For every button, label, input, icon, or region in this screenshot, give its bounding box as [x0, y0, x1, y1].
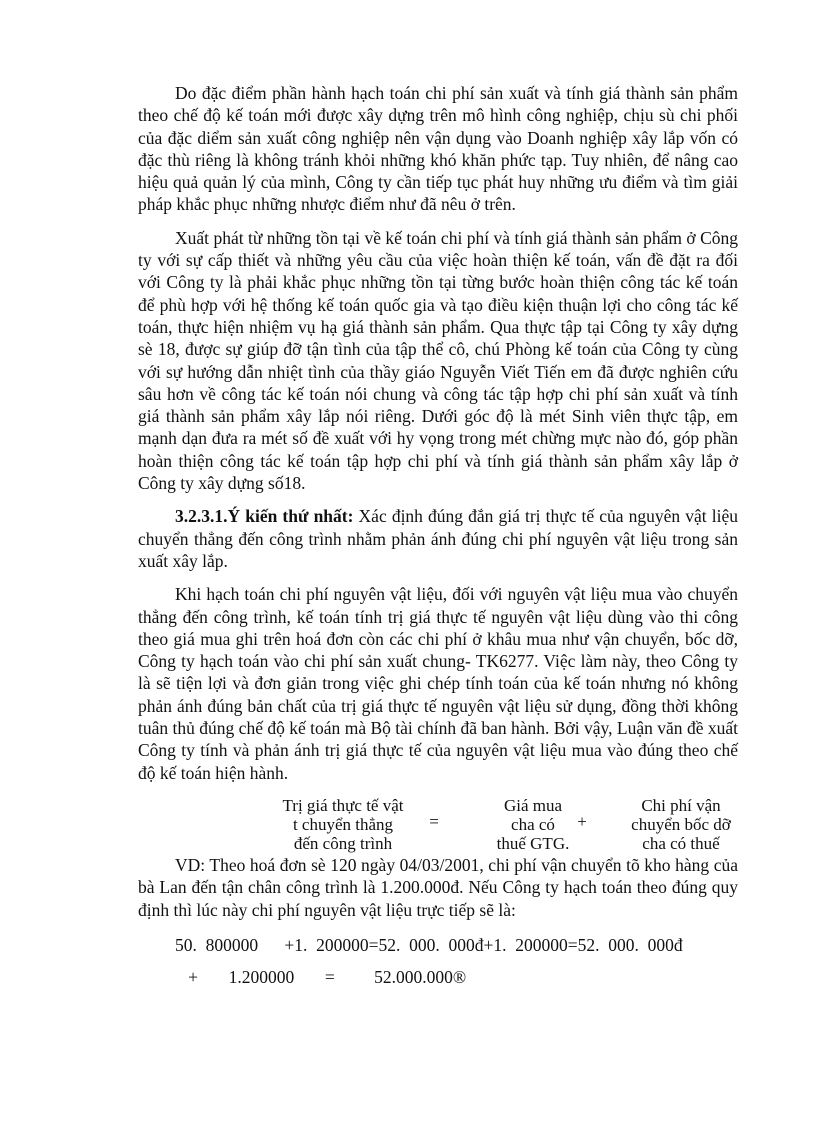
paragraph-1: Do đặc điểm phần hành hạch toán chi phí sản xuất và tính giá thành sản phẩm theo chế độ kế toán mới được xây dựng trên mô hình công nghiệp, chịu sù chi phối của đặc diểm sản xuất công nghiệp nên vận dụng vào Doanh nghiệp xây lắp vốn có đặc thù riêng là không tránh khỏi những khó khăn phức tạp. Tuy nhiên, để nâng cao hiệu quả quản lý của mình, Công ty cần tiếp tục phát huy những ưu điểm và tìm giải pháp khắc phục những nhược điểm như đã nêu ở trên.	[138, 83, 738, 215]
formula-right-term	[616, 796, 746, 853]
formula-left-line-1: Trị giá thực tế vật	[282, 795, 404, 815]
calculation-line-1: 50. 800000 +1. 200000=52. 000. 000đ+1. 200000=52. 000. 000đ	[175, 934, 683, 955]
calculation-line-2: + 1.200000 = 52.000.000®	[175, 966, 467, 987]
plus-sign: +	[577, 811, 587, 831]
formula-middle-line-1: Giá mua	[503, 795, 563, 815]
formula-left-term	[258, 796, 428, 853]
formula-middle-line-2: cha có	[511, 814, 555, 834]
paragraph-2: Xuất phát từ những tồn tại về kế toán chi phí và tính giá thành sản phẩm ở Công ty với sự cấp thiết và những yêu cầu của việc hoàn thiện kế toán, vấn đề đặt ra đối với Công ty là phải khắc phục những tồn tại từng bước hoàn thiện công tác kế toán để phù hợp với hệ thống kế toán quốc gia và tạo điều kiện thuận lợi cho công tác kế toán, thực hiện nhiệm vụ hạ giá thành sản phẩm. Qua thực tập tại Công ty xây dựng sè 18, được sự giúp đỡ tận tình của tập thể cô, chú Phòng kế toán của Công ty cùng với sự hướng dẫn nhiệt tình của thầy giáo Nguyễn Viết Tiến em đã được nghiên cứu sâu hơn về công tác kế toán nói chung và công tác tập hợp chi phí sản xuất và tính giá thành sản phẩm xây lắp nói riêng. Dưới góc độ là mét Sinh viên thực tập, em mạnh dạn đưa ra mét số đề xuất với hy vọng trong mét chừng mực nào đó, góp phần hoàn thiện công tác kế toán tập hợp chi phí và tính giá thành sản phẩm xây lắp ở Công ty xây dựng số18.	[138, 227, 738, 494]
formula-left-line-2: t chuyển thẳng	[292, 814, 394, 834]
cost-formula	[138, 796, 738, 852]
paragraph-4: Khi hạch toán chi phí nguyên vật liệu, đối với nguyên vật liệu mua vào chuyển thẳng đến công trình, kế toán tính trị giá thực tế nguyên vật liệu dùng vào thi công theo giá mua ghi trên hoá đơn còn các chi phí ở khâu mua như vận chuyển, bốc dỡ, Công ty hạch toán vào chi phí sản xuất chung- TK6277. Việc làm này, theo Công ty là sẽ tiện lợi và đơn giản trong việc ghi chép tính toán của kế toán nhưng nó không phản ánh đúng bản chất của trị giá thực tế nguyên vật liệu sử dụng, đồng thời không tuân thủ đúng chế độ kế toán mà Bộ tài chính đã ban hành. Bởi vậy, Luận văn đề xuất Công ty tính và phản ánh trị giá thực tế của nguyên vật liệu mua vào đúng theo chế độ kế toán hiện hành.	[138, 584, 738, 783]
paragraph-3	[138, 505, 738, 572]
formula-right-line-2: chuyển bốc dỡ	[631, 814, 731, 834]
paragraph-3-body: Xác định đúng đắn giá trị thực tế của nguyên vật liệu chuyển thẳng đến công trình nhằm phản ánh đúng chi phí nguyên vật liệu trong sản xuất xây lắp.	[138, 506, 738, 571]
example-paragraph: VD: Theo hoá đơn sè 120 ngày 04/03/2001, chi phí vận chuyển tõ kho hàng của bà Lan đến tận chân công trình là 1.200.000đ. Nếu Công ty hạch toán theo đúng quy định thì lúc này chi phí nguyên vật liệu trực tiếp sẽ là:	[138, 854, 738, 920]
section-heading: 3.2.3.1.Ý kiến thứ nhất:	[175, 506, 354, 527]
equals-sign: =	[429, 811, 439, 831]
formula-left-line-3: đến công trình	[293, 833, 393, 853]
formula-right-line-1: Chi phí vận	[641, 795, 721, 815]
formula-right-line-3: cha có thuế	[642, 833, 720, 853]
formula-middle-line-3: thuế GTG.	[496, 833, 570, 853]
document-page	[138, 82, 738, 990]
